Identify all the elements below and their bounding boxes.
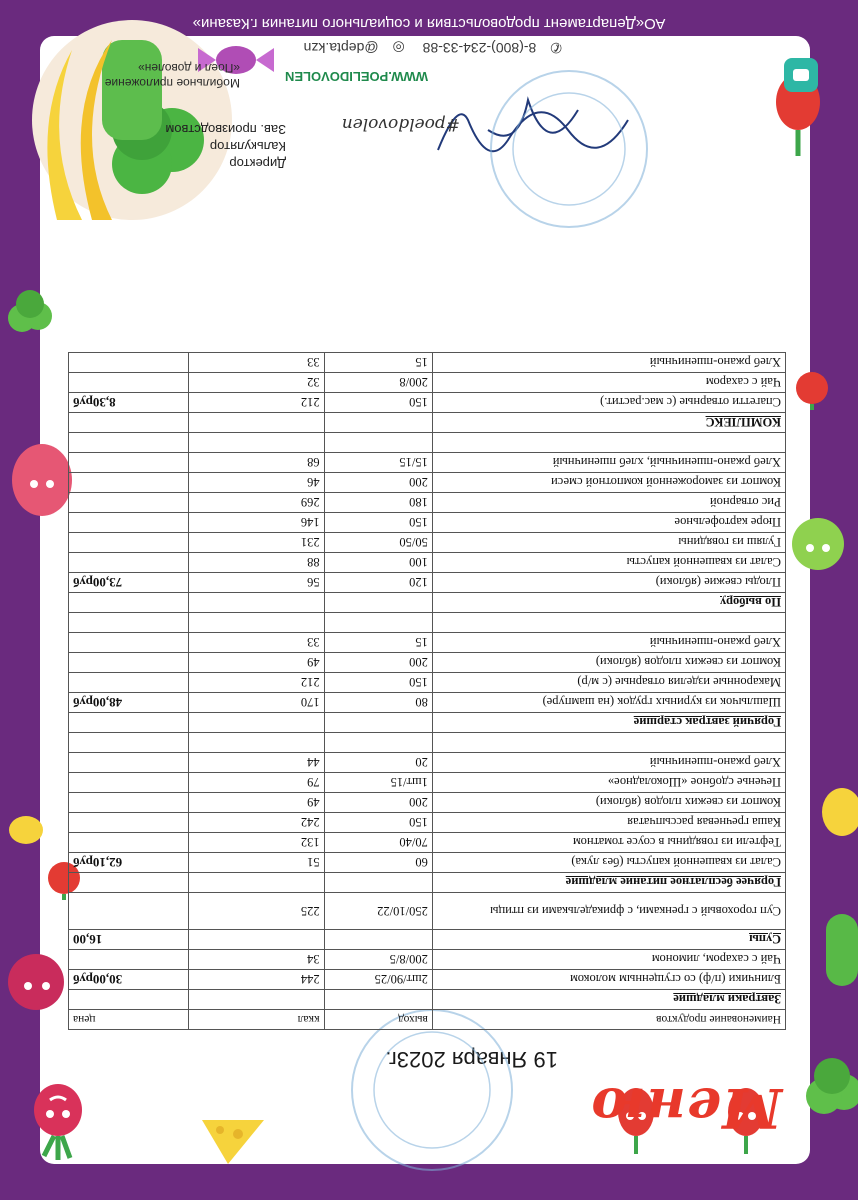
item-out: 200 (324, 653, 432, 673)
hashtag: #poeldovolen (341, 114, 460, 134)
item-price (69, 813, 189, 833)
tomato-small-icon-2 (792, 370, 832, 410)
mobile-app-label: Мобильное приложение (104, 76, 240, 90)
cheese-character-icon (198, 1110, 268, 1170)
item-out: 15 (324, 633, 432, 653)
item-price (69, 533, 189, 553)
item-price (69, 773, 189, 793)
item-kcal: 56 (189, 573, 324, 593)
phone-number: 8-(800)-234-33-88 (422, 40, 537, 56)
item-name: Печенье сдобное «Шоколадное» (432, 773, 785, 793)
item-kcal: 49 (189, 793, 324, 813)
item-out: 20 (324, 753, 432, 773)
section-title: Супы (432, 930, 785, 950)
item-name: Компот из свежих плодов (яблоки) (432, 653, 785, 673)
lemon-character-icon (818, 784, 858, 840)
item-out: 50/50 (324, 533, 432, 553)
table-row (69, 853, 786, 873)
column-header-price: цена (69, 1010, 189, 1030)
item-price (69, 553, 189, 573)
apple-character-icon (788, 514, 848, 580)
item-price (69, 633, 189, 653)
production-head-label: Зав. производством (165, 122, 286, 137)
section-row (69, 713, 786, 733)
item-out: 60 (324, 853, 432, 873)
item-price: 48,00руб (69, 693, 189, 713)
calculator-label: Калькулятор (209, 139, 286, 154)
item-name: Салат из квашенной капусты (432, 553, 785, 573)
item-price (69, 353, 189, 373)
item-name: Суп гороховый с гренками, с фрикадельками из птицы (432, 893, 785, 930)
instagram-icon: ◎ (392, 40, 405, 56)
item-kcal: 33 (189, 353, 324, 373)
item-name: Салат из квашенной капусты (без лука) (432, 853, 785, 873)
item-out: 70/40 (324, 833, 432, 853)
spacer-row (69, 733, 786, 753)
table-row (69, 453, 786, 473)
section-row (69, 990, 786, 1010)
item-kcal: 231 (189, 533, 324, 553)
item-kcal: 33 (189, 633, 324, 653)
table-header-row (69, 1010, 786, 1030)
item-out: 200/8/5 (324, 950, 432, 970)
item-out: 150 (324, 673, 432, 693)
item-out: 15 (324, 353, 432, 373)
item-name: Чай с сахаром (432, 373, 785, 393)
table-row (69, 753, 786, 773)
item-name: Плоды свежие (яблоки) (432, 573, 785, 593)
menu-table (68, 352, 786, 1030)
item-out: 150 (324, 393, 432, 413)
table-row (69, 833, 786, 853)
table-row (69, 373, 786, 393)
table-row (69, 970, 786, 990)
section-price: 16,00 (69, 930, 189, 950)
section-title: По выбору (432, 593, 785, 613)
table-row (69, 553, 786, 573)
item-name: Каша гречневая рассыпчатая (432, 813, 785, 833)
item-name: Рис отварной (432, 493, 785, 513)
item-price (69, 753, 189, 773)
item-name: Чай с сахаром, лимоном (432, 950, 785, 970)
column-header-kcal: ккал (189, 1010, 324, 1030)
menu-date: 19 Января 2023г. (385, 1047, 558, 1072)
item-kcal: 242 (189, 813, 324, 833)
item-kcal: 44 (189, 753, 324, 773)
table-row (69, 533, 786, 553)
item-kcal: 49 (189, 653, 324, 673)
page-title: Меню (590, 1076, 782, 1140)
signatories-block (165, 121, 286, 172)
section-title: Завтраки младшие (432, 990, 785, 1010)
contacts-line (290, 39, 562, 56)
item-price: 62,10руб (69, 853, 189, 873)
lemon-small-icon (6, 810, 46, 850)
column-header-out: выход (324, 1010, 432, 1030)
table-row (69, 793, 786, 813)
mobile-app-caption (105, 60, 240, 90)
cucumber-character-icon (820, 910, 858, 990)
item-out: 2шт/90/25 (324, 970, 432, 990)
table-row (69, 633, 786, 653)
item-price (69, 673, 189, 693)
section-row (69, 873, 786, 893)
item-out: 120 (324, 573, 432, 593)
item-out: 200 (324, 793, 432, 813)
item-kcal: 244 (189, 970, 324, 990)
item-name: Шашлычок из куриных грудок (на шампуре) (432, 693, 785, 713)
item-out: 150 (324, 513, 432, 533)
item-price: 73,00руб (69, 573, 189, 593)
item-name: Пюре картофельное (432, 513, 785, 533)
item-price (69, 833, 189, 853)
item-kcal: 225 (189, 893, 324, 930)
item-price (69, 513, 189, 533)
item-name: Компот из свежих плодов (яблоки) (432, 793, 785, 813)
item-kcal: 269 (189, 493, 324, 513)
item-out: 80 (324, 693, 432, 713)
item-price (69, 473, 189, 493)
phone-icon: ✆ (550, 40, 562, 56)
broccoli-character-icon (802, 1050, 858, 1120)
item-price (69, 373, 189, 393)
item-price (69, 493, 189, 513)
item-kcal: 212 (189, 393, 324, 413)
column-header-name: Наименование продуктов (432, 1010, 785, 1030)
item-out: 150 (324, 813, 432, 833)
section-row (69, 930, 786, 950)
section-row (69, 413, 786, 433)
item-name: Хлеб ржано-пшеничный (432, 633, 785, 653)
item-price (69, 950, 189, 970)
item-kcal: 132 (189, 833, 324, 853)
item-kcal: 79 (189, 773, 324, 793)
table-row (69, 513, 786, 533)
table-row (69, 473, 786, 493)
item-name: Хлеб ржано-пшеничный (432, 753, 785, 773)
table-row (69, 693, 786, 713)
item-out: 100 (324, 553, 432, 573)
spacer-row (69, 613, 786, 633)
item-price (69, 893, 189, 930)
item-kcal: 146 (189, 513, 324, 533)
item-price (69, 653, 189, 673)
item-name: Хлеб ржано-пшеничный (432, 353, 785, 373)
organization-name: АО«Департамент продовольствия и социального питания г.Казани» (192, 15, 666, 32)
table-row (69, 573, 786, 593)
table-row (69, 653, 786, 673)
section-title: КОМПЛЕКС (432, 413, 785, 433)
table-row (69, 493, 786, 513)
item-name: Гуляш из говядины (432, 533, 785, 553)
item-name: Тефтели из говядины в соусе томатном (432, 833, 785, 853)
item-kcal: 51 (189, 853, 324, 873)
spacer-row (69, 433, 786, 453)
table-row (69, 950, 786, 970)
item-out: 250/10/22 (324, 893, 432, 930)
item-kcal: 88 (189, 553, 324, 573)
item-kcal: 68 (189, 453, 324, 473)
item-kcal: 46 (189, 473, 324, 493)
director-label: Директор (229, 156, 286, 171)
beet-character-icon (2, 950, 72, 1020)
section-title: Горячий завтрак старшие (432, 713, 785, 733)
item-name: Хлеб ржано-пшеничный, хлеб пшеничный (432, 453, 785, 473)
item-out: 200 (324, 473, 432, 493)
website-link[interactable]: WWW.POELIDOVOLEN (285, 69, 428, 84)
item-price: 30,00руб (69, 970, 189, 990)
item-kcal: 32 (189, 373, 324, 393)
table-row (69, 673, 786, 693)
item-price: 8,30руб (69, 393, 189, 413)
item-name: Спагетти отварные (с мас.растит.) (432, 393, 785, 413)
broccoli-small-icon (2, 284, 58, 340)
item-name: Макаронные изделия отварные (с м/р) (432, 673, 785, 693)
table-row (69, 393, 786, 413)
section-title: Горячее бесплатное питание младшие (432, 873, 785, 893)
table-row (69, 813, 786, 833)
item-kcal: 170 (189, 693, 324, 713)
radish-character-icon (28, 1080, 88, 1160)
item-name: Блинчики (п/ф) со сгущенным молоком (432, 970, 785, 990)
item-name: Компот из замороженной компотной смеси (432, 473, 785, 493)
instagram-handle: @depta.kzn (303, 40, 379, 56)
table-row (69, 353, 786, 373)
table-row (69, 773, 786, 793)
table-row (69, 893, 786, 930)
item-out: 15/15 (324, 453, 432, 473)
mobile-app-icon (784, 58, 818, 92)
item-price (69, 793, 189, 813)
item-kcal: 34 (189, 950, 324, 970)
item-price (69, 453, 189, 473)
item-out: 1шт/15 (324, 773, 432, 793)
section-row (69, 593, 786, 613)
round-stamp-bottom (484, 64, 654, 234)
item-kcal: 212 (189, 673, 324, 693)
mobile-app-name: «Поел и доволен» (138, 61, 240, 75)
item-out: 200/8 (324, 373, 432, 393)
item-out: 180 (324, 493, 432, 513)
